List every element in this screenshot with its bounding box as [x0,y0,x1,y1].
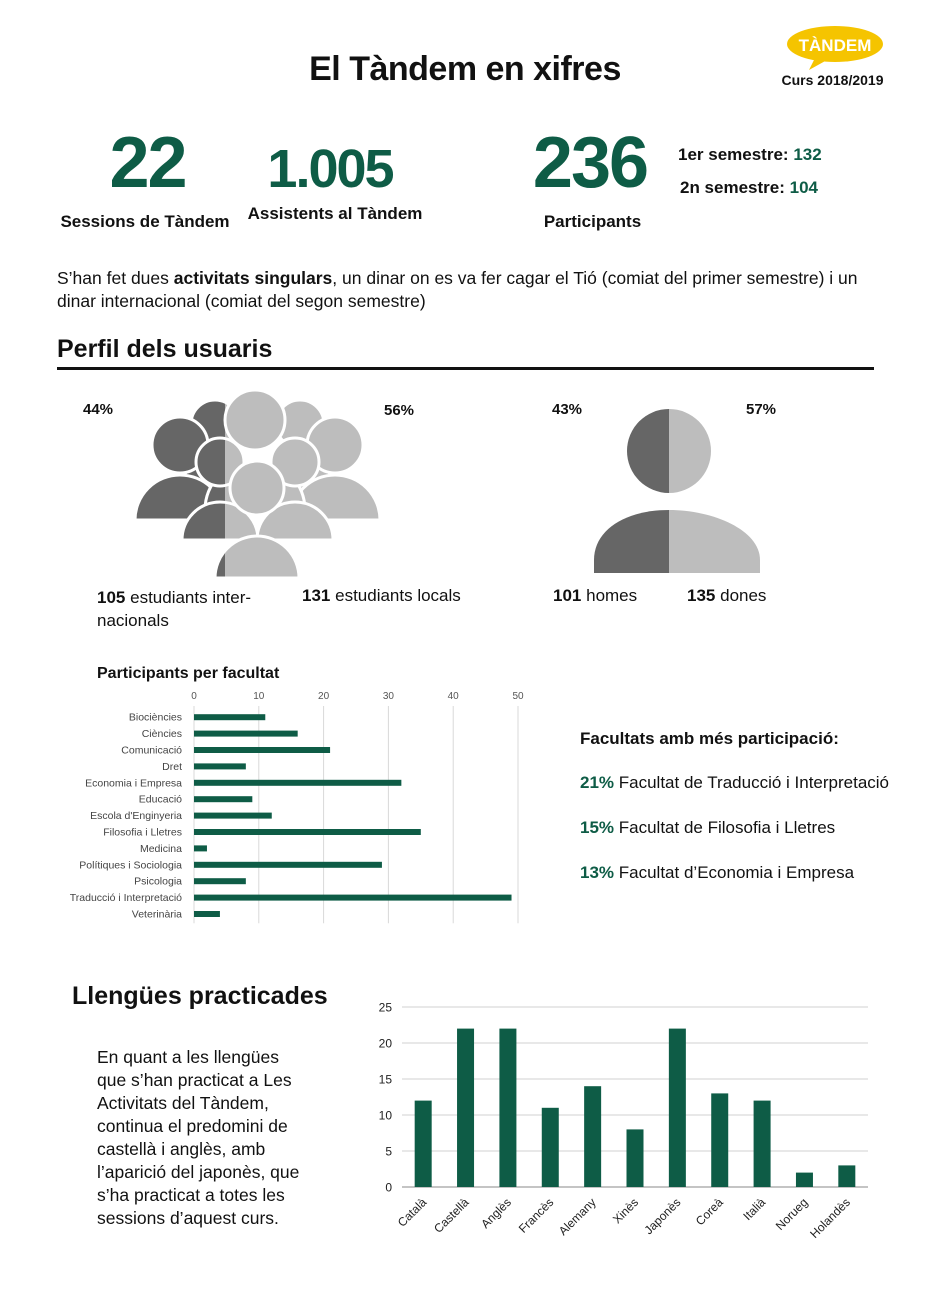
person-icon [590,405,765,575]
people-group-icon [130,390,380,580]
bar [194,747,330,753]
bar [711,1093,728,1187]
highlight-item: 15% Facultat de Filosofia i Lletres [580,818,836,837]
bar [194,780,401,786]
y-tick-label: Biociències [128,711,182,724]
x-tick-label: Italià [740,1195,769,1224]
x-tick-label: Anglès [478,1195,515,1232]
x-tick-label: Català [394,1195,430,1230]
x-tick-label: Japonès [641,1195,684,1238]
y-tick-label: Dret [162,760,182,773]
y-tick-label: Polítiques i Sociologia [79,859,182,872]
semester-2: 2n semestre: 104 [680,178,818,197]
bar [627,1129,644,1187]
y-tick-label: Filosofia i Lletres [103,826,182,839]
bar [415,1101,432,1187]
y-tick-label: Medicina [139,842,182,855]
bar [194,878,246,884]
men-pct: 43% [552,401,583,418]
bar [457,1029,474,1187]
languages-chart [360,995,880,1265]
bar [194,911,220,917]
local-students-text: 131 estudiants locals [302,586,461,605]
x-tick-label: Holandès [807,1195,853,1241]
highlight-item: 21% Facultat de Traducció i Interpretació [580,773,890,792]
y-tick-label: 10 [378,1108,392,1123]
x-tick-label: 20 [318,691,330,702]
faculty-chart [40,686,540,926]
x-tick-label: 40 [447,691,459,702]
y-tick-label: Veterinària [131,908,182,921]
bar [194,763,246,769]
women-pct: 57% [746,401,777,418]
x-tick-label: Castellà [431,1195,472,1236]
participants-label: Participants [543,212,642,231]
y-tick-label: 0 [385,1180,392,1195]
participants-value: 236 [532,123,648,203]
x-tick-label: 0 [191,691,197,702]
bar [584,1086,601,1187]
bar [669,1029,686,1187]
bar [194,845,207,851]
highlights-title: Facultats amb més participació: [580,729,839,748]
bar [542,1108,559,1187]
bar [194,895,512,901]
bar [194,829,421,835]
x-tick-label: Alemany [555,1195,599,1239]
page-title: El Tàndem en xifres [309,50,621,88]
y-tick-label: Economia i Empresa [85,777,182,790]
x-tick-label: Coreà [692,1195,726,1229]
x-tick-label: Xinès [609,1195,642,1227]
women-text: 135 dones [687,586,767,605]
y-tick-label: Traducció i Interpretació [69,892,182,905]
bar [499,1029,516,1187]
highlight-item: 13% Facultat d’Economia i Empresa [580,863,855,882]
tandem-logo [785,24,885,72]
y-tick-label: 5 [385,1144,392,1159]
y-tick-label: 15 [378,1072,392,1087]
attendees-value: 1.005 [267,139,393,199]
x-tick-label: 50 [512,691,524,702]
bar [194,813,272,819]
sessions-value: 22 [109,123,186,203]
men-text: 101 homes [553,586,638,605]
intl-students-text: 105 estudiants inter-nacionals [97,588,252,630]
x-tick-label: Francès [515,1195,557,1236]
attendees-label: Assistents al Tàndem [247,204,423,223]
semester-1: 1er semestre: 132 [678,145,822,164]
y-tick-label: Comunicació [121,744,182,757]
intl-pct: 44% [83,401,114,418]
languages-paragraph: En quant a les llengües que s’han practicat a Les Activitats del Tàndem, continua el predomini de castellà i anglès, amb l’aparició del japonès, que s’ha practicat a totes les sessions d’aquest curs. [97,1047,300,1228]
bar [194,796,252,802]
faculty-chart-title: Participants per facultat [97,665,280,682]
x-tick-label: 30 [382,691,394,702]
y-tick-label: 20 [378,1036,392,1051]
intro-paragraph: S’han fet dues activitats singulars, un dinar on es va fer cagar el Tió (comiat del primer semestre) i un dinar internacional (comiat del segon semestre) [57,268,858,311]
logo-text: TÀNDEM [798,36,872,55]
x-tick-label: Norueg [772,1195,811,1233]
languages-heading: Llengües practicades [72,982,328,1010]
x-tick-label: 10 [253,691,265,702]
bar [838,1165,855,1187]
course-label: Curs 2018/2019 [781,72,884,88]
y-tick-label: Ciències [141,728,182,741]
profile-heading: Perfil dels usuaris [57,335,273,363]
y-tick-label: 25 [378,1000,392,1015]
bar [754,1101,771,1187]
sessions-label: Sessions de Tàndem [60,212,230,231]
bar [796,1173,813,1187]
y-tick-label: Psicologia [134,875,182,888]
local-pct: 56% [384,402,415,419]
bar [194,731,298,737]
bar [194,862,382,868]
y-tick-label: Escola d'Enginyeria [90,810,182,823]
bar [194,714,265,720]
y-tick-label: Educació [138,793,182,806]
section-divider [57,367,874,370]
